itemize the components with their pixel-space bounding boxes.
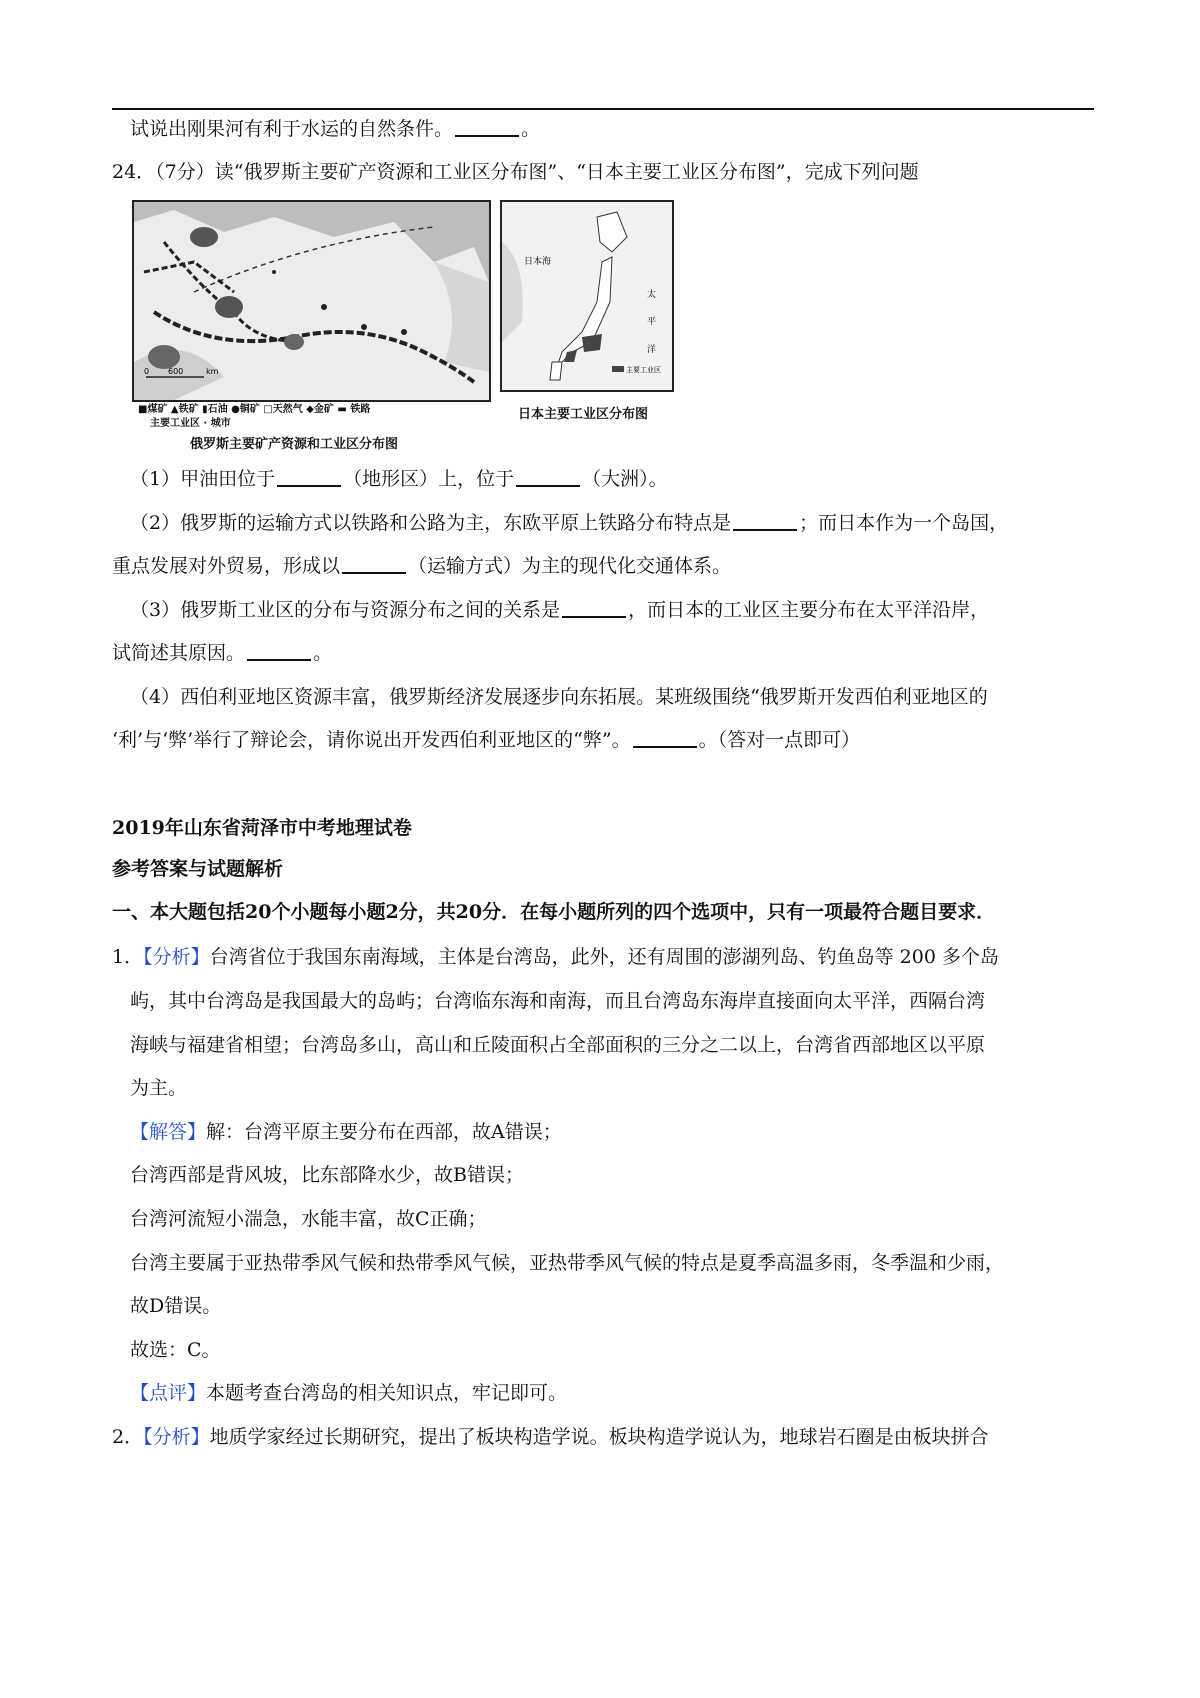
- a1-analysis-line2: 屿，其中台湾岛是我国最大的岛屿；台湾临东海和南海，而且台湾岛东海岸直接面向太平洋，西隔台湾: [130, 990, 986, 1012]
- q23-tail: 试说出刚果河有利于水运的自然条件。 。: [130, 118, 541, 140]
- russia-map-caption: 俄罗斯主要矿产资源和工业区分布图: [190, 437, 399, 452]
- a1-answer-line5: 故D错误。: [130, 1295, 222, 1317]
- russia-map: [132, 200, 491, 402]
- answer-blank[interactable]: [516, 467, 580, 487]
- answer-blank[interactable]: [342, 554, 406, 574]
- q24-part4-line1: （4）西伯利亚地区资源丰富，俄罗斯经济发展逐步向东拓展。某班级围绕“俄罗斯开发西伯利亚地区的: [130, 686, 988, 708]
- legend-swatch: [612, 366, 624, 372]
- russia-map-graphic: [134, 202, 489, 400]
- a1-answer-line6: 故选：C。: [130, 1339, 221, 1361]
- a1-comment: 【点评】本题考查台湾岛的相关知识点，牢记即可。: [130, 1382, 568, 1404]
- a1-analysis-line3: 海峡与福建省相望；台湾岛多山，高山和丘陵面积占全部面积的三分之二以上，台湾省西部地区以平原: [130, 1034, 986, 1056]
- scale-zero: 0: [144, 367, 150, 376]
- japan-map-caption: 日本主要工业区分布图: [518, 407, 649, 422]
- answer-blank[interactable]: [247, 641, 311, 661]
- a1-answer-line2: 台湾西部是背风坡，比东部降水少，故B错误；: [130, 1164, 524, 1186]
- answer-blank[interactable]: [733, 511, 797, 531]
- analysis-tag: 【分析】: [143, 946, 210, 968]
- japan-map-graphic: [502, 202, 672, 390]
- header-rule: [112, 108, 1094, 110]
- answer-blank[interactable]: [633, 728, 697, 748]
- answer-blank[interactable]: [562, 598, 626, 618]
- q24-part2-line2: 重点发展对外贸易，形成以 （运输方式）为主的现代化交通体系。: [112, 555, 732, 577]
- ocean-char-1: 太: [647, 290, 657, 300]
- a1-answer-line1: 【解答】解：台湾平原主要分布在西部，故A错误；: [130, 1121, 562, 1143]
- answer-blank[interactable]: [455, 117, 519, 137]
- russia-legend-row1: ■煤矿 ▲铁矿 ▮石油 ●铜矿 □天然气 ◆金矿 ▬ 铁路: [138, 404, 371, 415]
- ocean-char-2: 平: [647, 317, 657, 327]
- answer-blank[interactable]: [277, 467, 341, 487]
- comment-tag: 【点评】: [130, 1382, 207, 1404]
- a2-analysis-line1: 2．【分析】地质学家经过长期研究，提出了板块构造学说。板块构造学说认为，地球岩石圈是由板块拼合: [112, 1426, 989, 1448]
- ocean-char-3: 洋: [647, 345, 657, 355]
- japan-map: [500, 200, 674, 392]
- answer-tag: 【解答】: [130, 1121, 207, 1143]
- scale-km: km: [206, 367, 219, 376]
- q24-part3-line2: 试简述其原因。 。: [112, 642, 333, 664]
- answers-title: 2019年山东省菏泽市中考地理试卷: [112, 817, 412, 839]
- q24-part2-line1: （2）俄罗斯的运输方式以铁路和公路为主，东欧平原上铁路分布特点是 ；而日本作为一个岛国，: [130, 512, 1009, 534]
- q24-part1: （1）甲油田位于 （地形区）上，位于 （大洲）。: [130, 468, 668, 490]
- a1-answer-line3: 台湾河流短小湍急，水能丰富，故C正确；: [130, 1208, 487, 1230]
- japan-legend: 主要工业区: [626, 366, 661, 374]
- q24-part3-line1: （3）俄罗斯工业区的分布与资源分布之间的关系是 ，而日本的工业区主要分布在太平洋沿岸，: [130, 599, 990, 621]
- russia-legend-row2: 主要工业区 · 城市: [150, 418, 231, 429]
- q24-part4-line2: ‘利’与‘弊’举行了辩论会，请你说出开发西伯利亚地区的“弊”。 。（答对一点即可）: [112, 729, 861, 751]
- analysis-tag: 【分析】: [143, 1426, 210, 1448]
- sea-label: 日本海: [524, 257, 552, 267]
- a1-answer-line4: 台湾主要属于亚热带季风气候和热带季风气候，亚热带季风气候的特点是夏季高温多雨，冬季温和少雨，: [130, 1252, 1005, 1274]
- answers-subtitle: 参考答案与试题解析: [112, 858, 284, 880]
- scale-600: 600: [168, 367, 184, 376]
- a1-analysis-line4: 为主。: [130, 1077, 188, 1099]
- q24-stem: 24．（7分）读“俄罗斯主要矿产资源和工业区分布图”、“日本主要工业区分布图”，完成下列问题: [112, 161, 919, 183]
- section-heading: 一、本大题包括20个小题每小题2分，共20分．在每小题所列的四个选项中，只有一项最符合题目要求．: [112, 901, 996, 923]
- a1-analysis-line1: 1．【分析】台湾省位于我国东南海域，主体是台湾岛，此外，还有周围的澎湖列岛、钓鱼岛等 200 多个岛: [112, 946, 999, 968]
